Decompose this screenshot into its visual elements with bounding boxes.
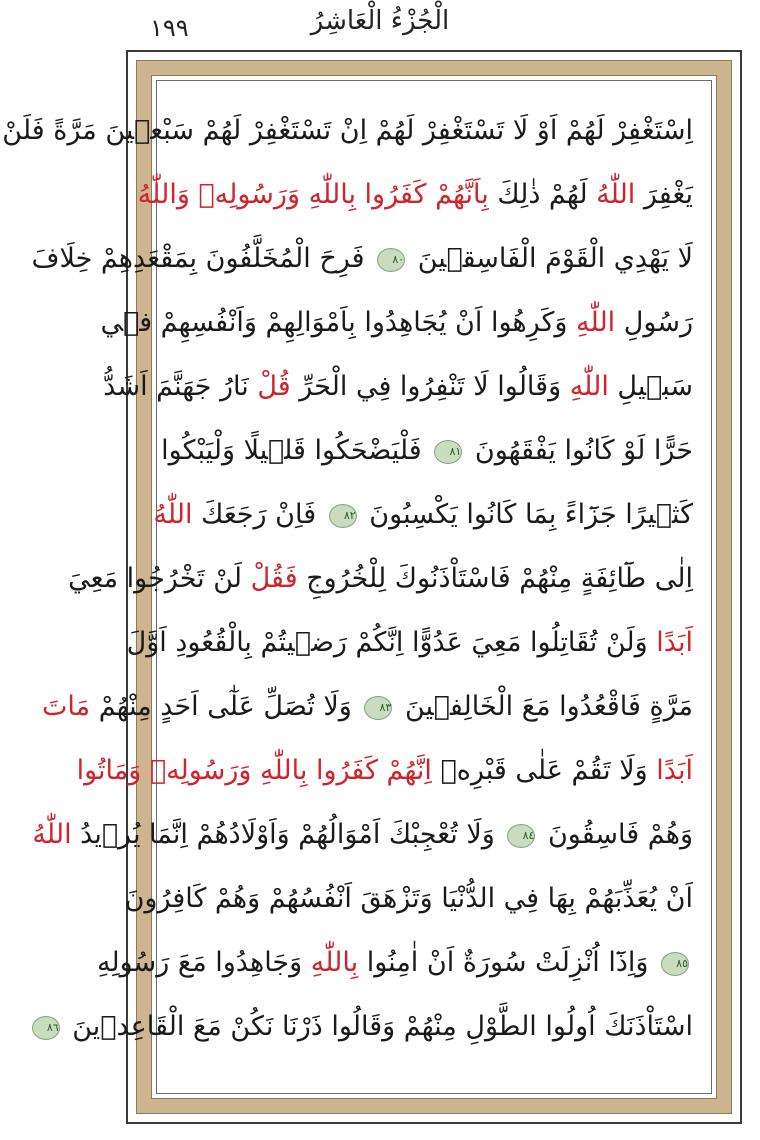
verse-text: اسْتَاْذَنَكَ اُولُوا الطَّوْلِ مِنْهُمْ وَقَالُوا ذَرْنَا نَكُنْ مَعَ الْقَاعِد۪ينَ bbox=[63, 1011, 693, 1042]
verse-text: نَارُ جَهَنَّمَ اَشَدُّ bbox=[103, 371, 258, 402]
page-frame bbox=[2, 50, 742, 1124]
verse-line bbox=[137, 163, 693, 227]
ayah-number-marker: ٨٣ bbox=[364, 696, 392, 720]
highlighted-word: اَبَدًا bbox=[656, 755, 693, 786]
ornamental-border bbox=[2, 60, 732, 1114]
verse-text: حَرًّا لَوْ كَانُوا يَفْقَهُونَ bbox=[466, 435, 693, 466]
highlighted-word: اللّٰهُ bbox=[32, 819, 72, 850]
verse-line bbox=[2, 99, 693, 163]
verse-line bbox=[100, 291, 693, 355]
ayah-number-marker: ٨٢ bbox=[329, 504, 357, 528]
verse-text: سَب۪يلِ bbox=[608, 371, 693, 402]
verse-text: فَاِنْ رَجَعَكَ bbox=[192, 499, 325, 530]
page-number: ١٩٩ bbox=[150, 14, 189, 42]
verse-line bbox=[124, 867, 693, 931]
verse-text: لَنْ تَخْرُجُوا مَعِيَ bbox=[68, 563, 251, 594]
highlighted-word: قُلْ bbox=[257, 371, 291, 402]
highlighted-word: بِاَنَّهُمْ كَفَرُوا بِاللّٰهِ وَرَسُولِه۪ وَاللّٰهُ bbox=[137, 179, 489, 210]
verse-line bbox=[96, 931, 693, 995]
verse-line bbox=[68, 547, 693, 611]
verse-text: اِلٰى طَٓائِفَةٍ مِنْهُمْ فَاسْتَاْذَنُوكَ لِلْخُرُوجِ bbox=[297, 563, 693, 594]
text-area bbox=[2, 80, 712, 1094]
highlighted-word: اللّٰهِ bbox=[576, 307, 616, 338]
verse-line bbox=[32, 803, 693, 867]
highlighted-word: اللّٰهُ bbox=[596, 179, 636, 210]
verse-line bbox=[103, 355, 693, 419]
verse-line bbox=[46, 995, 693, 1059]
verse-text: وَكَرِهُوا اَنْ يُجَاهِدُوا بِاَمْوَالِهِمْ وَاَنْفُسِهِمْ ف۪ي bbox=[100, 307, 577, 338]
verse-line bbox=[42, 675, 693, 739]
highlighted-word: مَاتَ bbox=[42, 691, 91, 722]
verse-line bbox=[76, 739, 693, 803]
highlighted-word: اللّٰهِ bbox=[569, 371, 609, 402]
highlighted-word: اِنَّهُمْ كَفَرُوا بِاللّٰهِ وَرَسُولِه۪ وَمَاتُوا bbox=[76, 755, 432, 786]
highlighted-word: فَقُلْ bbox=[250, 563, 298, 594]
verse-text: رَسُولِ bbox=[615, 307, 693, 338]
verse-text: لَهُمْ ذٰلِكَ bbox=[488, 179, 597, 210]
ayah-number-marker: ٨٠ bbox=[377, 248, 405, 272]
inner-border bbox=[2, 75, 717, 1099]
verse-text: وَلَا تُصَلِّ عَلٰٓى اَحَدٍ مِنْهُمْ bbox=[90, 691, 361, 722]
verse-line bbox=[161, 419, 693, 483]
verse-text: كَث۪يرًا جَزَٓاءً بِمَا كَانُوا يَكْسِبُونَ bbox=[360, 499, 693, 530]
verse-text: فَرِحَ الْمُخَلَّفُونَ بِمَقْعَدِهِمْ خِلَافَ bbox=[31, 243, 374, 274]
verse-line bbox=[153, 483, 693, 547]
verse-line bbox=[126, 611, 693, 675]
verse-text: يَغْفِرَ bbox=[635, 179, 693, 210]
verse-text: اِسْتَغْفِرْ لَهُمْ اَوْ لَا تَسْتَغْفِرْ لَهُمْ اِنْ تَسْتَغْفِرْ لَهُمْ سَبْع۪ينَ مَرَّةً فَلَنْ bbox=[2, 115, 693, 146]
verse-text: وَقَالُوا لَا تَنْفِرُوا فِي الْحَرِّ bbox=[290, 371, 570, 402]
ayah-number-marker: ٨٦ bbox=[32, 1016, 60, 1040]
verse-text: اَنْ يُعَذِّبَهُمْ بِهَا فِي الدُّنْيَا وَتَزْهَقَ اَنْفُسُهُمْ وَهُمْ كَافِرُونَ bbox=[124, 883, 693, 914]
highlighted-word: اللّٰهُ bbox=[153, 499, 193, 530]
verse-text: وَاِذَٓا اُنْزِلَتْ سُورَةٌ اَنْ اٰمِنُوا bbox=[358, 947, 657, 978]
verse-text: وَلَنْ تُقَاتِلُوا مَعِيَ عَدُوًّا اِنَّكُمْ رَض۪يتُمْ بِالْقُعُودِ اَوَّلَ bbox=[126, 627, 657, 658]
verse-text: لَا يَهْدِي الْقَوْمَ الْفَاسِق۪ينَ bbox=[409, 243, 693, 274]
verse-text: وَهُمْ فَاسِقُونَ bbox=[539, 819, 693, 850]
verse-line bbox=[31, 227, 693, 291]
ayah-number-marker: ٨٤ bbox=[507, 824, 535, 848]
verse-text: وَجَاهِدُوا مَعَ رَسُولِهِ bbox=[96, 947, 311, 978]
highlighted-word: اَبَدًا bbox=[656, 627, 693, 658]
verse-text: مَرَّةٍ فَاقْعُدُوا مَعَ الْخَالِف۪ينَ bbox=[396, 691, 693, 722]
ayah-number-marker: ٨٥ bbox=[661, 952, 689, 976]
juz-title: الْجُزْءُ الْعَاشِرُ bbox=[310, 6, 450, 36]
verse-text: وَلَا تَقُمْ عَلٰى قَبْرِه۪ bbox=[431, 755, 657, 786]
verse-text: وَلَا تُعْجِبْكَ اَمْوَالُهُمْ وَاَوْلَادُهُمْ اِنَّمَا يُر۪يدُ bbox=[71, 819, 504, 850]
verse-text: فَلْيَضْحَكُوا قَل۪يلًا وَلْيَبْكُوا bbox=[161, 435, 431, 466]
ayah-number-marker: ٨١ bbox=[434, 440, 462, 464]
highlighted-word: بِاللّٰهِ bbox=[310, 947, 359, 978]
